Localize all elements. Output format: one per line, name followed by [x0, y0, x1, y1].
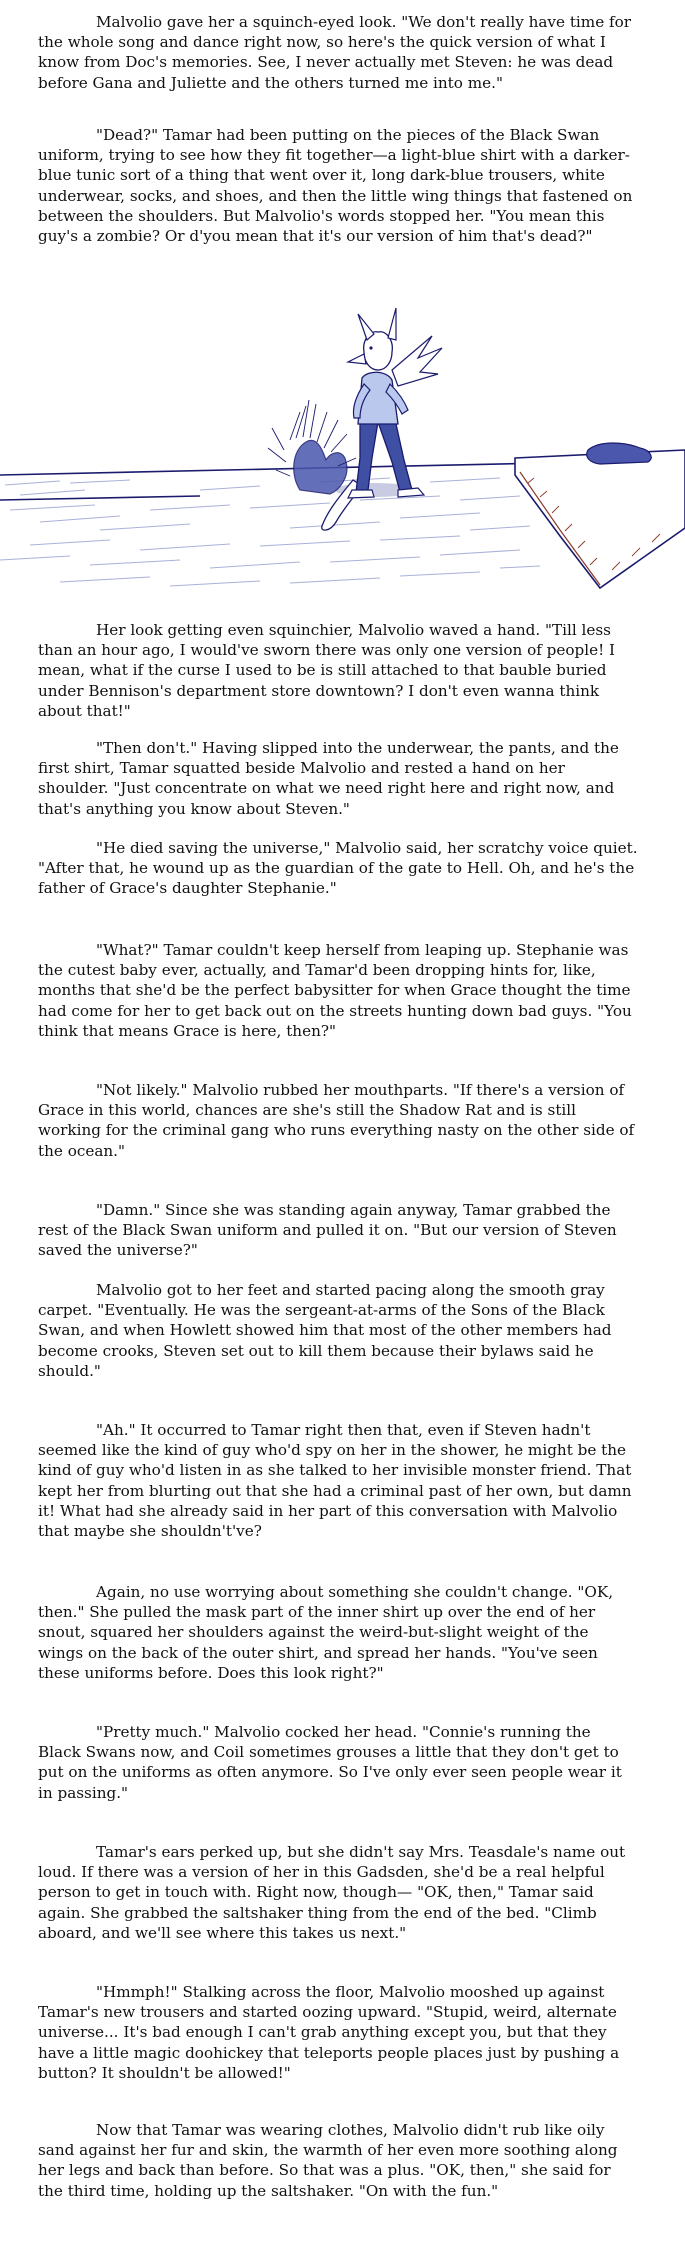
story-paragraph: "Then don't." Having slipped into the underwear, the pants, and the first shirt, Tamar squatted beside Malvolio and rested a hand on her shoulder. "Just concentrate on what we need right here and right now, and that's anything you know about Steven.": [38, 739, 619, 818]
story-illustration: [0, 300, 685, 605]
story-paragraph: Malvolio got to her feet and started pacing along the smooth gray carpet. "Eventually. He was the sergeant-at-arms of the Sons of the Black Swan, and when Howlett showed him that most of the other members had become crooks, Steven set out to kill them because their bylaws said he should.": [38, 1281, 612, 1380]
bed-corner: [515, 443, 685, 588]
story-paragraph: Again, no use worrying about something she couldn't change. "OK, then." She pulled the mask part of the inner shirt up over the end of her snout, squared her shoulders against the weird-but-slight weight of the wings on the back of the outer shirt, and spread her hands. "You've seen these uniforms before. Does this look right?": [38, 1583, 614, 1682]
story-paragraph: "Not likely." Malvolio rubbed her mouthparts. "If there's a version of Grace in this world, chances are she's still the Shadow Rat and is still working for the criminal gang who runs everything nasty on the other side of the ocean.": [38, 1081, 635, 1160]
story-paragraph: Tamar's ears perked up, but she didn't say Mrs. Teasdale's name out loud. If there was a version of her in this Gadsden, she'd be a real helpful person to get in touch with. Right now, though— "OK, then," Tamar said again. She grabbed the saltshaker thing from the end of the bed. "Climb aboard, and we'll see where this takes us next.": [38, 1843, 626, 1942]
story-paragraph: "Dead?" Tamar had been putting on the pieces of the Black Swan uniform, trying to see how they fit together—a light-blue shirt with a darker-blue tunic sort of a thing that went over it, long dark-blue trousers, white underwear, socks, and shoes, and then the little wing things that fastened on between the shoulders. But Malvolio's words stopped her. "You mean this guy's a zombie? Or d'you mean that it's our version of him that's dead?": [38, 126, 633, 246]
story-paragraph: "Pretty much." Malvolio cocked her head. "Connie's running the Black Swans now, and Coil sometimes grouses a little that they don't get to put on the uniforms as often anymore. So I've only ever seen people wear it in passing.": [38, 1723, 622, 1802]
story-paragraph: "Hmmph!" Stalking across the floor, Malvolio mooshed up against Tamar's new trousers and started oozing upward. "Stupid, weird, alternate universe... It's bad enough I can't grab anything except you, but that they have a little magic doohickey that teleports people places just by pushing a button? It shouldn't be allowed!": [38, 1983, 620, 2082]
story-paragraph: "Ah." It occurred to Tamar right then that, even if Steven hadn't seemed like the kind of guy who'd spy on her in the shower, he might be the kind of guy who'd listen in as she talked to her invisible monster friend. That kept her from blurting out that she had a criminal past of her own, but damn it! What had she already said in her part of this conversation with Malvolio that maybe she shouldn't've?: [38, 1421, 632, 1541]
story-paragraph: "What?" Tamar couldn't keep herself from leaping up. Stephanie was the cutest baby ever, actually, and Tamar'd been dropping hints for, like, months that she'd be the perfect babysitter for when Grace thought the time had come for her to get back out on the streets hunting down bad guys. "You think that means Grace is here, then?": [38, 941, 632, 1040]
story-paragraph: "He died saving the universe," Malvolio said, her scratchy voice quiet. "After that, he wound up as the guardian of the gate to Hell. Oh, and he's the father of Grace's daughter Stephanie.": [38, 839, 638, 898]
story-paragraph: Now that Tamar was wearing clothes, Malvolio didn't rub like oily sand against her fur and skin, the warmth of her even more soothing along her legs and back than before. So that was a plus. "OK, then," she said for the third time, holding up the saltshaker. "On with the fun.": [38, 2121, 618, 2200]
story-paragraph: "Damn." Since she was standing again anyway, Tamar grabbed the rest of the Black Swan uniform and pulled it on. "But our version of Steven saved the universe?": [38, 1201, 617, 1260]
monster-figure: [268, 400, 356, 494]
story-paragraph: Her look getting even squinchier, Malvolio waved a hand. "Till less than an hour ago, I would've sworn there was only one version of people! I mean, what if the curse I used to be is still attached to that bauble buried under Bennison's department store downtown? I don't even wanna think about that!": [38, 621, 616, 720]
folded-clothes: [587, 443, 652, 464]
floor-lines: [0, 463, 545, 500]
carpet-hatching: [0, 478, 540, 586]
story-paragraph: Malvolio gave her a squinch-eyed look. "We don't really have time for the whole song and dance right now, so here's the quick version of what I know from Doc's memories. See, I never actually met Steven: he was dead before Gana and Juliette and the others turned me into me.": [38, 13, 632, 92]
